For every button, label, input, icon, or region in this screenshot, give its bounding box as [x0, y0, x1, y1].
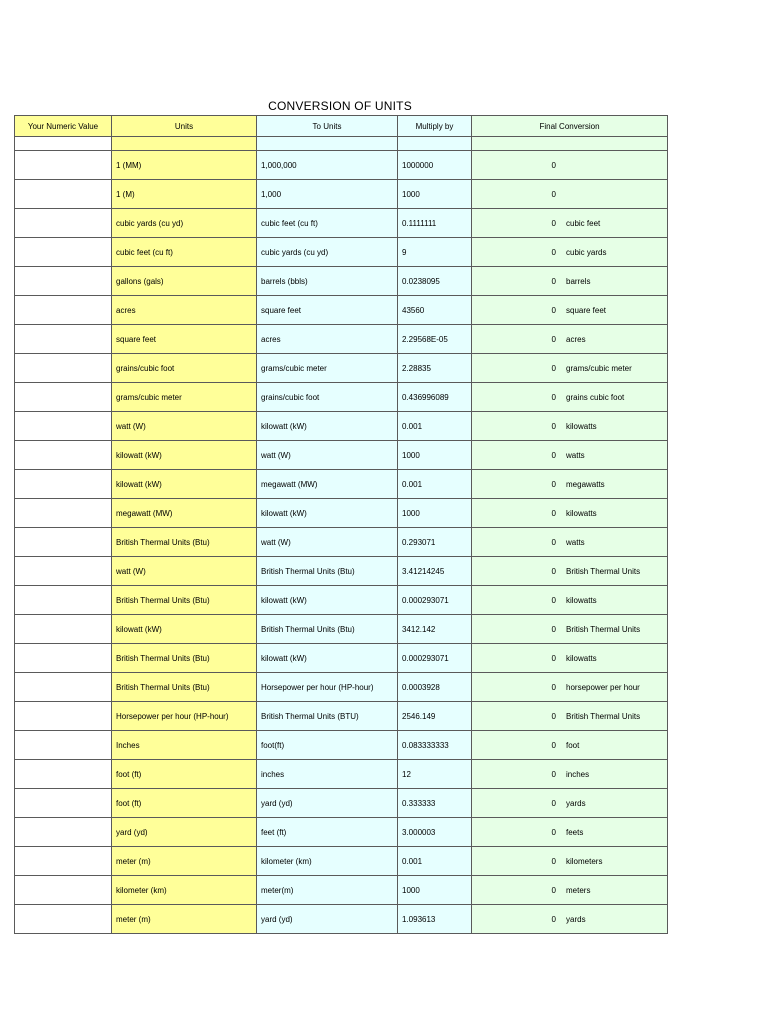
table-row	[15, 557, 668, 586]
numeric-value-input[interactable]	[15, 847, 112, 876]
multiply-by-cell[interactable]: 0.0238095	[398, 267, 472, 296]
final-conversion-value: 0	[551, 885, 556, 895]
table-row	[15, 905, 668, 934]
multiply-by-cell[interactable]: 2.29568E-05	[398, 325, 472, 354]
final-conversion-cell[interactable]	[472, 238, 668, 267]
multiply-by-cell[interactable]: 0.001	[398, 470, 472, 499]
final-conversion-unit: feets	[566, 827, 584, 837]
numeric-value-input[interactable]	[15, 499, 112, 528]
to-units-cell[interactable]: British Thermal Units (Btu)	[257, 557, 398, 586]
table-row	[15, 818, 668, 847]
table-row	[15, 760, 668, 789]
table-row	[15, 702, 668, 731]
final-conversion-value: 0	[551, 247, 556, 257]
units-cell[interactable]: kilowatt (kW)	[112, 470, 257, 499]
units-cell[interactable]: cubic feet (cu ft)	[112, 238, 257, 267]
final-conversion-unit: inches	[566, 769, 590, 779]
units-cell[interactable]: kilometer (km)	[112, 876, 257, 905]
final-conversion-unit: British Thermal Units	[566, 711, 641, 721]
numeric-value-input[interactable]	[15, 209, 112, 238]
final-conversion-cell[interactable]	[472, 151, 668, 180]
multiply-by-cell[interactable]: 0.1111111	[398, 209, 472, 238]
final-conversion-unit: kilowatts	[566, 653, 597, 663]
to-units-cell[interactable]: cubic feet (cu ft)	[257, 209, 398, 238]
header-numeric-value[interactable]: Your Numeric Value	[15, 116, 112, 137]
table-row	[15, 731, 668, 760]
final-conversion-value: 0	[551, 334, 556, 344]
final-conversion-value: 0	[551, 508, 556, 518]
units-cell[interactable]: foot (ft)	[112, 789, 257, 818]
table-row	[15, 412, 668, 441]
final-conversion-unit: yards	[566, 914, 586, 924]
final-conversion-value: 0	[551, 479, 556, 489]
numeric-value-input[interactable]	[15, 760, 112, 789]
to-units-cell[interactable]: kilowatt (kW)	[257, 644, 398, 673]
final-conversion-value: 0	[551, 856, 556, 866]
numeric-value-input[interactable]	[15, 470, 112, 499]
table-row	[15, 209, 668, 238]
final-conversion-value: 0	[551, 363, 556, 373]
numeric-value-input[interactable]	[15, 528, 112, 557]
table-row	[15, 644, 668, 673]
final-conversion-value: 0	[551, 624, 556, 634]
to-units-cell[interactable]: grains/cubic foot	[257, 383, 398, 412]
table-row	[15, 876, 668, 905]
units-cell[interactable]: cubic yards (cu yd)	[112, 209, 257, 238]
to-units-cell[interactable]: Horsepower per hour (HP-hour)	[257, 673, 398, 702]
units-cell[interactable]: acres	[112, 296, 257, 325]
final-conversion-unit: British Thermal Units	[566, 624, 641, 634]
to-units-cell[interactable]: yard (yd)	[257, 789, 398, 818]
numeric-value-input[interactable]	[15, 731, 112, 760]
units-cell[interactable]: Inches	[112, 731, 257, 760]
multiply-by-cell[interactable]: 3412.142	[398, 615, 472, 644]
units-cell[interactable]: British Thermal Units (Btu)	[112, 586, 257, 615]
numeric-value-input[interactable]	[15, 905, 112, 934]
final-conversion-cell[interactable]	[472, 673, 668, 702]
final-conversion-cell[interactable]	[472, 354, 668, 383]
final-conversion-value: 0	[551, 276, 556, 286]
to-units-cell[interactable]: square feet	[257, 296, 398, 325]
numeric-value-input[interactable]	[15, 267, 112, 296]
to-units-cell[interactable]: 1,000	[257, 180, 398, 209]
table-row	[15, 615, 668, 644]
final-conversion-cell[interactable]	[472, 470, 668, 499]
units-cell[interactable]: foot (ft)	[112, 760, 257, 789]
multiply-by-cell[interactable]: 1000000	[398, 151, 472, 180]
table-row	[15, 151, 668, 180]
final-conversion-value: 0	[551, 450, 556, 460]
table-row	[15, 847, 668, 876]
table-row	[15, 325, 668, 354]
final-conversion-cell[interactable]	[472, 180, 668, 209]
numeric-value-input[interactable]	[15, 412, 112, 441]
final-conversion-unit: kilowatts	[566, 421, 597, 431]
final-conversion-cell[interactable]	[472, 209, 668, 238]
units-cell[interactable]: grams/cubic meter	[112, 383, 257, 412]
to-units-cell[interactable]: kilowatt (kW)	[257, 412, 398, 441]
numeric-value-input[interactable]	[15, 702, 112, 731]
multiply-by-cell[interactable]: 9	[398, 238, 472, 267]
multiply-by-cell[interactable]: 0.001	[398, 412, 472, 441]
table-row	[15, 673, 668, 702]
table-row	[15, 441, 668, 470]
final-conversion-unit: kilowatts	[566, 595, 597, 605]
table-row	[15, 354, 668, 383]
numeric-value-input[interactable]	[15, 673, 112, 702]
multiply-by-cell[interactable]: 0.436996089	[398, 383, 472, 412]
units-cell[interactable]: grains/cubic foot	[112, 354, 257, 383]
multiply-by-cell[interactable]: 1.093613	[398, 905, 472, 934]
final-conversion-value: 0	[551, 537, 556, 547]
spacer-cell[interactable]	[257, 137, 398, 151]
final-conversion-unit: cubic yards	[566, 247, 607, 257]
final-conversion-value: 0	[551, 769, 556, 779]
numeric-value-input[interactable]	[15, 818, 112, 847]
header-to-units[interactable]: To Units	[257, 116, 398, 137]
numeric-value-input[interactable]	[15, 557, 112, 586]
to-units-cell[interactable]: British Thermal Units (BTU)	[257, 702, 398, 731]
final-conversion-value: 0	[551, 160, 556, 170]
numeric-value-input[interactable]	[15, 151, 112, 180]
units-cell[interactable]: Horsepower per hour (HP-hour)	[112, 702, 257, 731]
table-row	[15, 383, 668, 412]
final-conversion-value: 0	[551, 305, 556, 315]
final-conversion-value: 0	[551, 653, 556, 663]
multiply-by-cell[interactable]: 0.000293071	[398, 586, 472, 615]
final-conversion-value: 0	[551, 827, 556, 837]
final-conversion-cell[interactable]	[472, 789, 668, 818]
table-row	[15, 267, 668, 296]
spacer-cell[interactable]	[472, 137, 668, 151]
to-units-cell[interactable]: grams/cubic meter	[257, 354, 398, 383]
final-conversion-cell[interactable]	[472, 557, 668, 586]
final-conversion-unit: megawatts	[566, 479, 605, 489]
multiply-by-cell[interactable]: 1000	[398, 499, 472, 528]
final-conversion-unit: yards	[566, 798, 586, 808]
to-units-cell[interactable]: kilometer (km)	[257, 847, 398, 876]
header-units[interactable]: Units	[112, 116, 257, 137]
table-row	[15, 789, 668, 818]
numeric-value-input[interactable]	[15, 354, 112, 383]
final-conversion-cell[interactable]	[472, 412, 668, 441]
final-conversion-unit: meters	[566, 885, 591, 895]
spacer-cell[interactable]	[15, 137, 112, 151]
final-conversion-value: 0	[551, 218, 556, 228]
final-conversion-cell[interactable]	[472, 731, 668, 760]
multiply-by-cell[interactable]: 1000	[398, 441, 472, 470]
final-conversion-unit: horsepower per hour	[566, 682, 640, 692]
to-units-cell[interactable]: watt (W)	[257, 441, 398, 470]
to-units-cell[interactable]: feet (ft)	[257, 818, 398, 847]
final-conversion-value: 0	[551, 740, 556, 750]
to-units-cell[interactable]: British Thermal Units (Btu)	[257, 615, 398, 644]
table-row	[15, 238, 668, 267]
multiply-by-cell[interactable]: 1000	[398, 876, 472, 905]
final-conversion-value: 0	[551, 711, 556, 721]
final-conversion-unit: watts	[566, 537, 585, 547]
header-final-conversion[interactable]: Final Conversion	[472, 116, 668, 137]
to-units-cell[interactable]: kilowatt (kW)	[257, 499, 398, 528]
to-units-cell[interactable]: cubic yards (cu yd)	[257, 238, 398, 267]
numeric-value-input[interactable]	[15, 296, 112, 325]
multiply-by-cell[interactable]: 0.000293071	[398, 644, 472, 673]
final-conversion-unit: grams/cubic meter	[566, 363, 632, 373]
final-conversion-value: 0	[551, 566, 556, 576]
numeric-value-input[interactable]	[15, 876, 112, 905]
final-conversion-cell[interactable]	[472, 383, 668, 412]
numeric-value-input[interactable]	[15, 615, 112, 644]
header-row	[15, 116, 668, 137]
final-conversion-cell[interactable]	[472, 760, 668, 789]
final-conversion-cell[interactable]	[472, 441, 668, 470]
numeric-value-input[interactable]	[15, 238, 112, 267]
sheet-title: CONVERSION OF UNITS	[268, 99, 412, 113]
multiply-by-cell[interactable]: 2546.149	[398, 702, 472, 731]
numeric-value-input[interactable]	[15, 644, 112, 673]
final-conversion-unit: barrels	[566, 276, 591, 286]
units-cell[interactable]: megawatt (MW)	[112, 499, 257, 528]
units-cell[interactable]: 1 (MM)	[112, 151, 257, 180]
final-conversion-value: 0	[551, 392, 556, 402]
final-conversion-value: 0	[551, 189, 556, 199]
final-conversion-value: 0	[551, 798, 556, 808]
units-cell[interactable]: watt (W)	[112, 412, 257, 441]
final-conversion-value: 0	[551, 421, 556, 431]
numeric-value-input[interactable]	[15, 586, 112, 615]
multiply-by-cell[interactable]: 0.001	[398, 847, 472, 876]
table-row	[15, 586, 668, 615]
multiply-by-cell[interactable]: 3.41214245	[398, 557, 472, 586]
final-conversion-cell[interactable]	[472, 528, 668, 557]
header-multiply-by[interactable]: Multiply by	[398, 116, 472, 137]
numeric-value-input[interactable]	[15, 789, 112, 818]
table-row	[15, 296, 668, 325]
final-conversion-cell[interactable]	[472, 644, 668, 673]
units-cell[interactable]: British Thermal Units (Btu)	[112, 644, 257, 673]
to-units-cell[interactable]: acres	[257, 325, 398, 354]
final-conversion-unit: kilometers	[566, 856, 603, 866]
to-units-cell[interactable]: megawatt (MW)	[257, 470, 398, 499]
multiply-by-cell[interactable]: 0.333333	[398, 789, 472, 818]
units-cell[interactable]: kilowatt (kW)	[112, 441, 257, 470]
final-conversion-cell[interactable]	[472, 905, 668, 934]
multiply-by-cell[interactable]: 0.0003928	[398, 673, 472, 702]
numeric-value-input[interactable]	[15, 180, 112, 209]
units-cell[interactable]: British Thermal Units (Btu)	[112, 673, 257, 702]
multiply-by-cell[interactable]: 3.000003	[398, 818, 472, 847]
table-row	[15, 470, 668, 499]
final-conversion-unit: grains cubic foot	[566, 392, 625, 402]
spacer-row	[15, 137, 668, 151]
numeric-value-input[interactable]	[15, 383, 112, 412]
final-conversion-unit: British Thermal Units	[566, 566, 641, 576]
table-row	[15, 180, 668, 209]
spacer-cell[interactable]	[398, 137, 472, 151]
final-conversion-unit: square feet	[566, 305, 607, 315]
final-conversion-value: 0	[551, 914, 556, 924]
final-conversion-cell[interactable]	[472, 818, 668, 847]
final-conversion-cell[interactable]	[472, 702, 668, 731]
units-cell[interactable]: British Thermal Units (Btu)	[112, 528, 257, 557]
to-units-cell[interactable]: kilowatt (kW)	[257, 586, 398, 615]
to-units-cell[interactable]: meter(m)	[257, 876, 398, 905]
to-units-cell[interactable]: inches	[257, 760, 398, 789]
final-conversion-cell[interactable]	[472, 325, 668, 354]
final-conversion-cell[interactable]	[472, 296, 668, 325]
units-cell[interactable]: meter (m)	[112, 847, 257, 876]
multiply-by-cell[interactable]: 12	[398, 760, 472, 789]
spacer-cell[interactable]	[112, 137, 257, 151]
to-units-cell[interactable]: foot(ft)	[257, 731, 398, 760]
final-conversion-value: 0	[551, 595, 556, 605]
multiply-by-cell[interactable]: 43560	[398, 296, 472, 325]
units-cell[interactable]: watt (W)	[112, 557, 257, 586]
final-conversion-cell[interactable]	[472, 847, 668, 876]
final-conversion-cell[interactable]	[472, 615, 668, 644]
final-conversion-cell[interactable]	[472, 876, 668, 905]
final-conversion-unit: foot	[566, 740, 580, 750]
numeric-value-input[interactable]	[15, 325, 112, 354]
final-conversion-cell[interactable]	[472, 586, 668, 615]
units-cell[interactable]: yard (yd)	[112, 818, 257, 847]
multiply-by-cell[interactable]: 2.28835	[398, 354, 472, 383]
final-conversion-value: 0	[551, 682, 556, 692]
final-conversion-unit: cubic feet	[566, 218, 601, 228]
units-cell[interactable]: kilowatt (kW)	[112, 615, 257, 644]
numeric-value-input[interactable]	[15, 441, 112, 470]
final-conversion-unit: acres	[566, 334, 586, 344]
table-row	[15, 499, 668, 528]
to-units-cell[interactable]: watt (W)	[257, 528, 398, 557]
to-units-cell[interactable]: 1,000,000	[257, 151, 398, 180]
units-cell[interactable]: gallons (gals)	[112, 267, 257, 296]
units-cell[interactable]: square feet	[112, 325, 257, 354]
conversion-table	[14, 115, 668, 934]
multiply-by-cell[interactable]: 1000	[398, 180, 472, 209]
units-cell[interactable]: 1 (M)	[112, 180, 257, 209]
to-units-cell[interactable]: yard (yd)	[257, 905, 398, 934]
multiply-by-cell[interactable]: 0.083333333	[398, 731, 472, 760]
final-conversion-cell[interactable]	[472, 267, 668, 296]
table-row	[15, 528, 668, 557]
final-conversion-unit: kilowatts	[566, 508, 597, 518]
to-units-cell[interactable]: barrels (bbls)	[257, 267, 398, 296]
final-conversion-cell[interactable]	[472, 499, 668, 528]
final-conversion-unit: watts	[566, 450, 585, 460]
units-cell[interactable]: meter (m)	[112, 905, 257, 934]
multiply-by-cell[interactable]: 0.293071	[398, 528, 472, 557]
